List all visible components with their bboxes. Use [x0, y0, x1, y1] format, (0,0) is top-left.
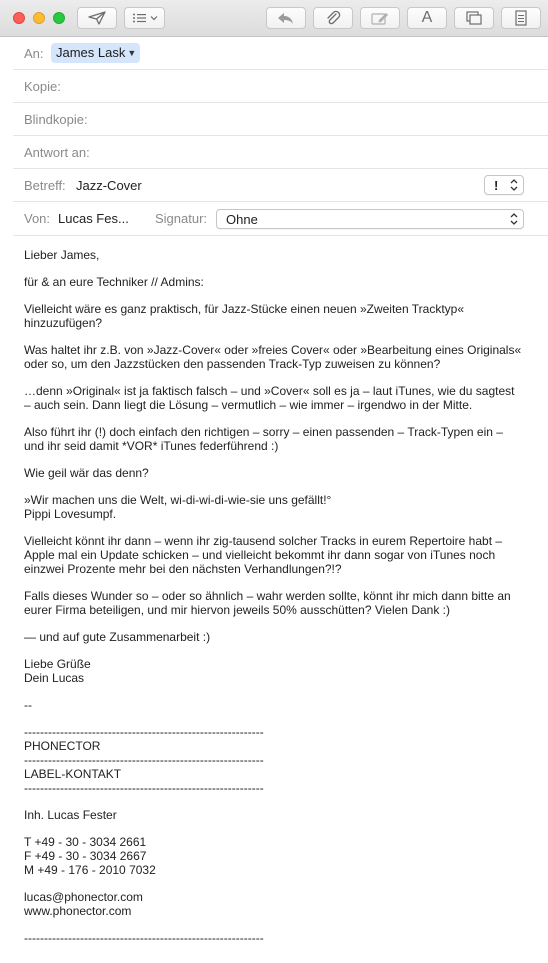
- message-line: [24, 262, 534, 275]
- header-fields-menu-button[interactable]: [124, 7, 165, 29]
- signature-label: Signatur:: [155, 211, 208, 226]
- message-line: Wie geil wär das denn?: [24, 466, 149, 480]
- reply-button[interactable]: [266, 7, 306, 29]
- message-line: [24, 521, 534, 534]
- message-line: ------------------------------------------------------------: [24, 753, 264, 767]
- from-account-select[interactable]: Lucas Fes...: [58, 211, 129, 226]
- message-line: oder so, um den Jazzstücken den passenden Track-Typ zuweisen zu können?: [24, 357, 441, 371]
- message-line: ------------------------------------------------------------: [24, 931, 264, 945]
- from-label: Von:: [24, 211, 51, 226]
- message-line: [24, 918, 534, 931]
- message-line: [24, 822, 534, 835]
- signature-select[interactable]: [216, 209, 524, 229]
- message-line: Lieber James,: [24, 248, 100, 262]
- paper-plane-icon: [88, 11, 106, 25]
- message-line: ------------------------------------------------------------: [24, 781, 264, 795]
- message-line: für & an eure Techniker // Admins:: [24, 275, 204, 289]
- list-icon: [132, 12, 158, 24]
- message-line: [24, 877, 534, 890]
- reply-arrow-icon: [277, 11, 295, 25]
- window-toolbar: [0, 0, 548, 37]
- reply-to-field-row[interactable]: [13, 136, 548, 169]
- priority-value: !: [494, 178, 499, 193]
- message-line: Vielleicht wäre es ganz praktisch, für Jazz-Stücke einen neuen »Zweiten Tracktyp«: [24, 302, 465, 316]
- subject-input[interactable]: Jazz-Cover: [76, 178, 142, 193]
- message-line: und ihr seid damit *VOR* iTunes federführend :): [24, 439, 279, 453]
- message-line: Inh. Lucas Fester: [24, 808, 117, 822]
- message-line: [24, 330, 534, 343]
- recipient-name: James Lask: [56, 45, 126, 60]
- format-fonts-button[interactable]: [407, 7, 447, 29]
- message-line: [24, 480, 534, 493]
- message-line: M +49 - 176 - 2010 7032: [24, 863, 156, 877]
- reply-to-label: Antwort an:: [24, 145, 90, 160]
- message-line: Was haltet ihr z.B. von »Jazz-Cover« oder »freies Cover« oder »Bearbeitung eines Originals«: [24, 343, 522, 357]
- message-line: --: [24, 698, 32, 712]
- message-line: eurer Firma beteiligen, und mir hiervon jeweils 50% ausschütten? Vielen Dank :): [24, 603, 450, 617]
- subject-field-row[interactable]: [13, 169, 548, 202]
- minimize-window-button[interactable]: [33, 12, 45, 24]
- message-line: [24, 795, 534, 808]
- attach-button[interactable]: [313, 7, 353, 29]
- chevron-down-icon: ▼: [127, 48, 137, 58]
- message-line: [24, 412, 534, 425]
- stationery-button[interactable]: [501, 7, 541, 29]
- message-line: [24, 576, 534, 589]
- message-line: LABEL-KONTAKT: [24, 767, 122, 781]
- message-line: ------------------------------------------------------------: [24, 725, 264, 739]
- message-line: …denn »Original« ist ja faktisch falsch – und »Cover« soll es ja – laut iTunes, wie du sagtest: [24, 384, 515, 398]
- message-line: PHONECTOR: [24, 739, 101, 753]
- message-line: Vielleicht könnt ihr dann – wenn ihr zig-tausend solcher Tracks in eurem Repertoire habt –: [24, 534, 503, 548]
- cc-field-row[interactable]: [13, 70, 548, 103]
- recipient-token[interactable]: [51, 43, 140, 63]
- message-line: hinzuzufügen?: [24, 316, 103, 330]
- message-line: – auch sein. Dann liegt die Lösung – vermutlich – wie immer – irgendwo in der Mitte.: [24, 398, 473, 412]
- message-line: www.phonector.com: [24, 904, 132, 918]
- message-body-editor[interactable]: [24, 248, 534, 945]
- message-line: — und auf gute Zusammenarbeit :): [24, 630, 211, 644]
- message-line: [24, 712, 534, 725]
- message-line: lucas@phonector.com: [24, 890, 143, 904]
- to-field-row[interactable]: [13, 37, 548, 70]
- markup-icon: [371, 11, 389, 25]
- message-line: einzwei Prozente mehr bei den nächsten Verhandlungen?!?: [24, 562, 342, 576]
- message-line: Dein Lucas: [24, 671, 85, 685]
- message-line: »Wir machen uns die Welt, wi-di-wi-di-wie-sie uns gefällt!°: [24, 493, 332, 507]
- bcc-field-row[interactable]: [13, 103, 548, 136]
- paperclip-icon: [325, 10, 341, 26]
- to-label: An:: [24, 46, 44, 61]
- message-line: [24, 685, 534, 698]
- message-line: Pippi Lovesumpf.: [24, 507, 117, 521]
- updown-arrows-icon: [509, 212, 519, 226]
- send-button[interactable]: [77, 7, 117, 29]
- markup-button[interactable]: [360, 7, 400, 29]
- message-line: [24, 371, 534, 384]
- signature-value: Ohne: [226, 212, 258, 227]
- message-line: [24, 289, 534, 302]
- subject-label: Betreff:: [24, 178, 66, 193]
- message-line: [24, 644, 534, 657]
- bcc-label: Blindkopie:: [24, 112, 88, 127]
- from-field-row: [13, 202, 548, 236]
- message-line: T +49 - 30 - 3034 2661: [24, 835, 147, 849]
- stationery-icon: [514, 10, 528, 26]
- message-line: Also führt ihr (!) doch einfach den richtigen – sorry – einen passenden – Track-Typen ein –: [24, 425, 503, 439]
- message-line: Falls dieses Wunder so – oder so ähnlich – wahr werden sollte, könnt ihr mich dann bitte an: [24, 589, 511, 603]
- message-line: Apple mal ein Update schicken – und vielleicht bekommt ihr dann sogar von iTunes noch: [24, 548, 496, 562]
- close-window-button[interactable]: [13, 12, 25, 24]
- message-line: [24, 617, 534, 630]
- cc-label: Kopie:: [24, 79, 61, 94]
- message-line: F +49 - 30 - 3034 2667: [24, 849, 147, 863]
- photo-browser-button[interactable]: [454, 7, 494, 29]
- zoom-window-button[interactable]: [53, 12, 65, 24]
- message-line: [24, 453, 534, 466]
- priority-select[interactable]: [484, 175, 524, 195]
- windows-icon: [466, 11, 482, 25]
- message-line: Liebe Grüße: [24, 657, 91, 671]
- format-fonts-label: A: [421, 9, 433, 26]
- updown-arrows-icon: [509, 178, 519, 192]
